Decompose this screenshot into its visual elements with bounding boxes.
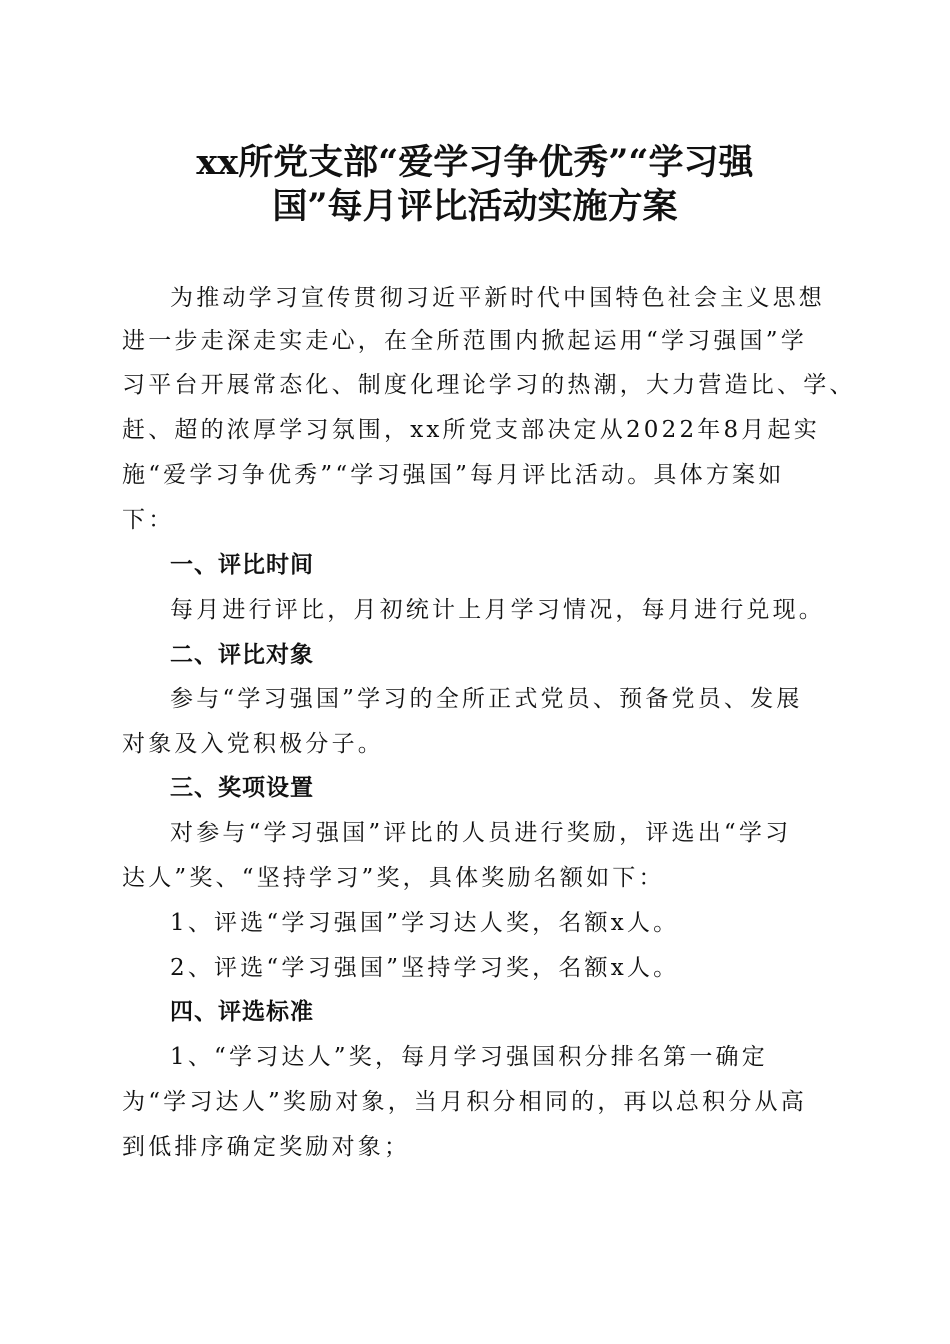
section-4-line-1: 1、“学习达人”奖，每月学习强国积分排名第一确定 (170, 1044, 768, 1070)
document-title-line-1: xx所党支部“爱学习争优秀”“学习强 (196, 142, 754, 183)
section-3-line-1: 对参与“学习强国”评比的人员进行奖励，评选出“学习 (170, 820, 792, 846)
section-3-line-3: 1、评选“学习强国”学习达人奖，名额x人。 (170, 910, 680, 936)
section-3-heading: 三、奖项设置 (170, 775, 314, 801)
intro-line-5: 施“爱学习争优秀”“学习强国”每月评比活动。具体方案如 (122, 462, 785, 488)
section-3-line-2: 达人”奖、“坚持学习”奖，具体奖励名额如下： (122, 865, 665, 891)
section-4-line-3: 到低排序确定奖励对象； (122, 1134, 411, 1160)
section-1-line-1: 每月进行评比，月初统计上月学习情况，每月进行兑现。 (170, 597, 825, 623)
intro-line-1: 为推动学习宣传贯彻习近平新时代中国特色社会主义思想 (170, 285, 825, 311)
section-1-heading: 一、评比时间 (170, 552, 314, 578)
intro-line-2: 进一步走深走实走心，在全所范围内掀起运用“学习强国”学 (122, 328, 807, 354)
section-4-heading: 四、评选标准 (170, 999, 314, 1025)
section-3-line-4: 2、评选“学习强国”坚持学习奖，名额x人。 (170, 955, 680, 981)
intro-line-3: 习平台开展常态化、制度化理论学习的热潮，大力营造比、学、 (122, 372, 856, 398)
intro-line-4: 赶、超的浓厚学习氛围，xx所党支部决定从2022年8月起实 (122, 417, 820, 443)
document-title-line-2: 国”每月评比活动实施方案 (272, 186, 678, 227)
section-4-line-2: 为“学习达人”奖励对象，当月积分相同的，再以总积分从高 (122, 1089, 807, 1115)
section-2-heading: 二、评比对象 (170, 642, 314, 668)
section-2-line-1: 参与“学习强国”学习的全所正式党员、预备党员、发展 (170, 686, 803, 712)
section-2-line-2: 对象及入党积极分子。 (122, 731, 384, 757)
intro-line-6: 下： (122, 507, 175, 533)
